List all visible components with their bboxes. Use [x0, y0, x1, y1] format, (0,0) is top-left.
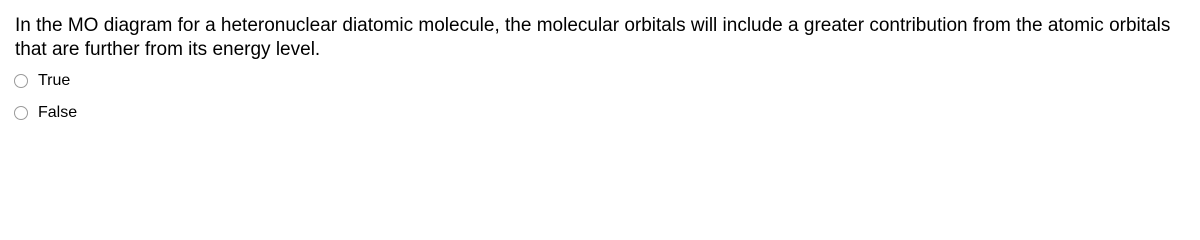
- option-true-label: True: [38, 72, 71, 89]
- option-false-label: False: [38, 104, 78, 121]
- option-false[interactable]: [14, 102, 77, 124]
- question-text: In the MO diagram for a heteronuclear diatomic molecule, the molecular orbitals will include a greater contribution from the atomic orbitals that are further from its energy level.: [15, 15, 1171, 60]
- radio-button-icon[interactable]: [14, 74, 28, 88]
- radio-button-icon[interactable]: [14, 106, 28, 120]
- option-true[interactable]: [14, 70, 77, 92]
- answer-options: [14, 70, 77, 134]
